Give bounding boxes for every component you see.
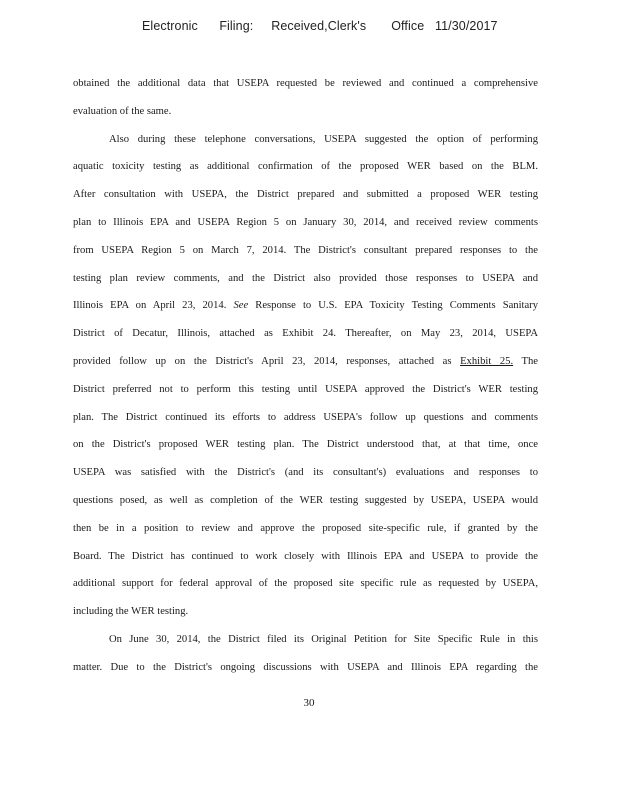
text-segment: Response to U.S. EPA Toxicity Testing Comments Sanitary [255, 300, 538, 312]
text-line: After consultation with USEPA, the District prepared and submitted a proposed WER testing [73, 189, 538, 201]
page-number: 30 [303, 697, 315, 709]
text-line: on the District's proposed WER testing plan. The District understood that, at that time, once [73, 439, 538, 451]
text-line: plan. The District continued its efforts to address USEPA's follow up questions and comments [73, 411, 538, 423]
text-segment: Illinois EPA on April 23, 2014. [73, 300, 227, 312]
text-line: testing plan review comments, and the District also provided those responses to USEPA and [73, 272, 538, 284]
text-line: District of Decatur, Illinois, attached as Exhibit 24. Thereafter, on May 23, 2014, USEPA [73, 328, 538, 340]
text-line: matter. Due to the District's ongoing discussions with USEPA and Illinois EPA regarding the [73, 661, 538, 673]
text-segment: provided follow up on the District's April 23, 2014, responses, attached as [73, 355, 452, 367]
text-line [73, 292, 538, 320]
text-line: obtained the additional data that USEPA requested be reviewed and continued a comprehensive [73, 78, 538, 89]
electronic-filing-header: Electronic Filing: Received,Clerk's Office 11/30/2017 [142, 19, 498, 33]
text-segment: The [521, 355, 538, 367]
text-line: evaluation of the same. [73, 105, 172, 117]
text-line: District preferred not to perform this testing until USEPA approved the District's WER testing [73, 383, 538, 395]
text-line: USEPA was satisfied with the District's (and its consultant's) evaluations and responses to [73, 467, 538, 479]
text-line: including the WER testing. [73, 606, 189, 618]
see-signal: See [233, 300, 249, 312]
text-line [73, 348, 538, 376]
document-body [73, 70, 538, 682]
text-line: from USEPA Region 5 on March 7, 2014. The District's consultant prepared responses to the [73, 244, 538, 256]
text-line: then be in a position to review and approve the proposed site-specific rule, if granted by the [73, 522, 538, 534]
text-line: questions posed, as well as completion of the WER testing suggested by USEPA, USEPA would [73, 494, 538, 506]
text-line: Also during these telephone conversations, USEPA suggested the option of performing [109, 133, 538, 145]
text-line: plan to Illinois EPA and USEPA Region 5 on January 30, 2014, and received review comments [73, 216, 538, 228]
text-line: aquatic toxicity testing as additional confirmation of the proposed WER based on the BLM. [73, 161, 538, 173]
text-line: additional support for federal approval of the proposed site specific rule as requested by USEPA, [73, 578, 538, 590]
exhibit-25-reference: Exhibit 25. [460, 355, 514, 367]
text-line: Board. The District has continued to work closely with Illinois EPA and USEPA to provide the [73, 550, 538, 562]
text-line: On June 30, 2014, the District filed its Original Petition for Site Specific Rule in this [109, 633, 538, 645]
